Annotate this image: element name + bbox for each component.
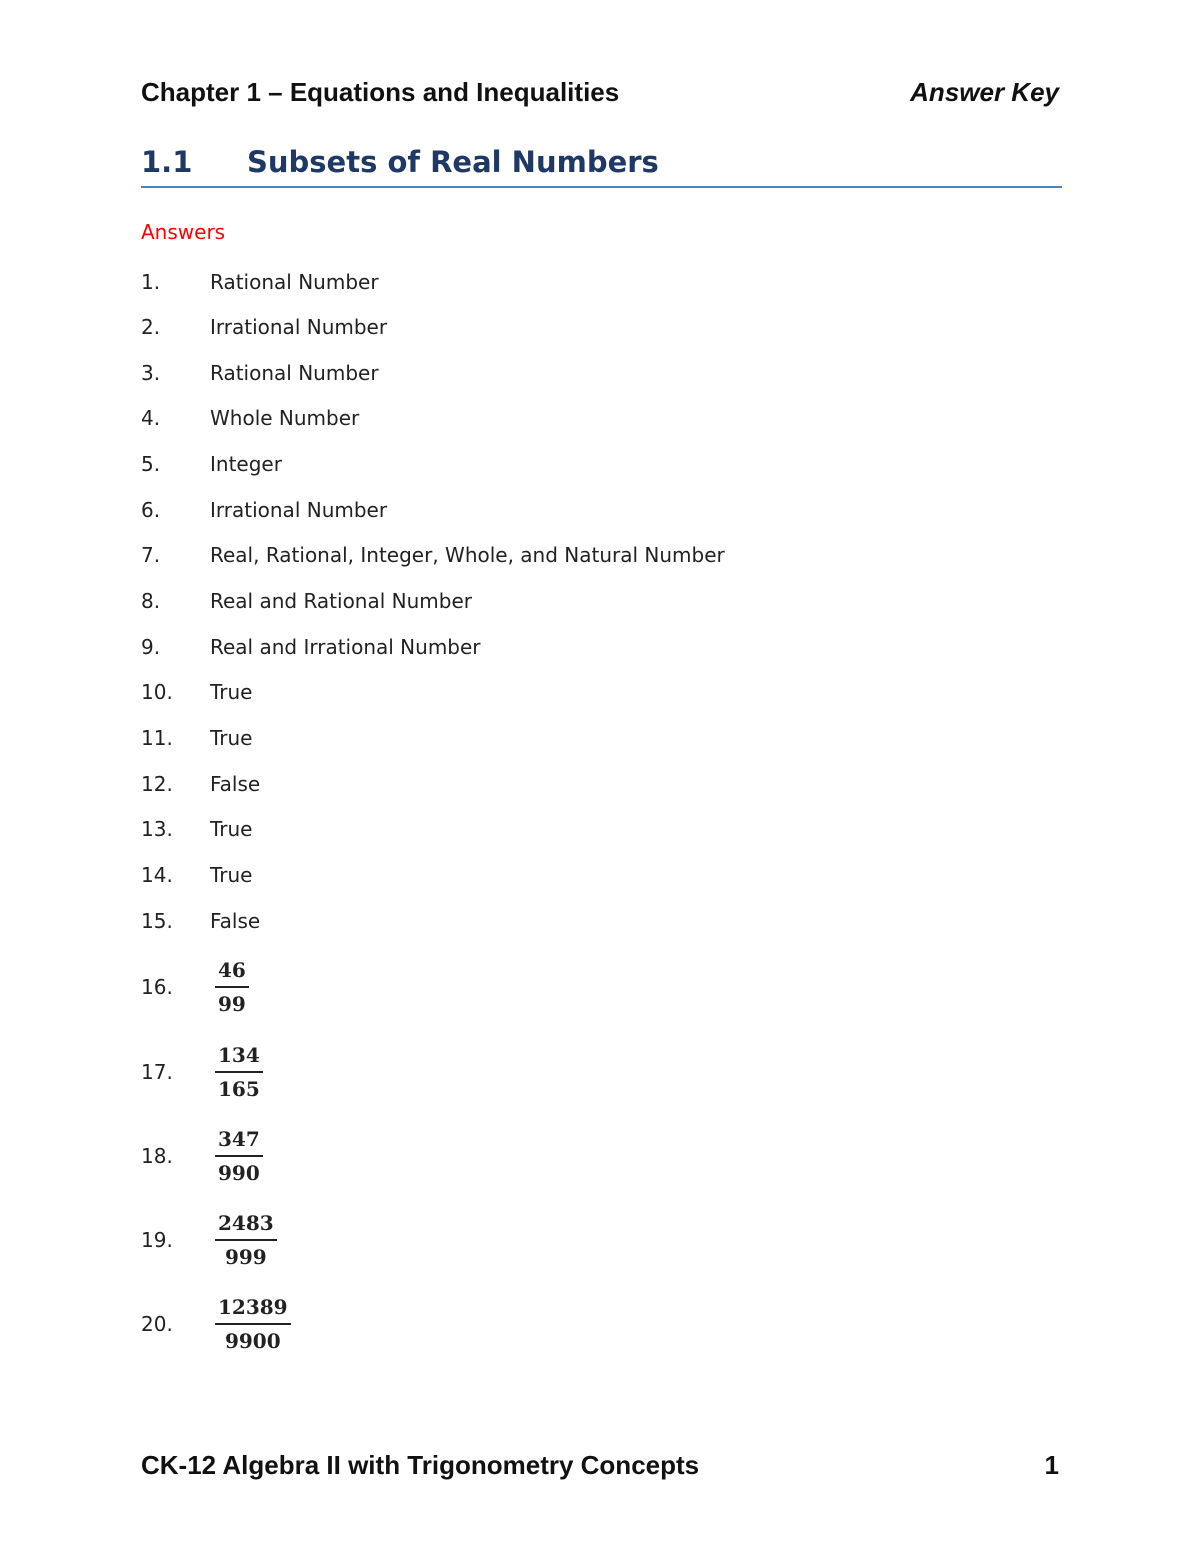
fraction-numerator: 134 xyxy=(215,1041,263,1073)
list-item xyxy=(141,956,249,1018)
fraction-numerator: 2483 xyxy=(215,1209,277,1241)
item-number: 2. xyxy=(141,315,161,339)
list-item xyxy=(141,1293,291,1355)
item-number: 9. xyxy=(141,635,161,659)
section-number: 1.1 xyxy=(141,145,193,179)
list-item xyxy=(141,401,359,435)
item-number: 15. xyxy=(141,909,173,933)
list-item xyxy=(141,767,260,801)
item-number: 11. xyxy=(141,726,173,750)
item-number: 6. xyxy=(141,498,161,522)
list-item xyxy=(141,493,387,527)
answer-key-label: Answer Key xyxy=(910,76,1059,107)
list-item xyxy=(141,356,379,390)
item-number: 3. xyxy=(141,361,161,385)
fraction xyxy=(215,956,249,1018)
answers-label: Answers xyxy=(141,220,226,244)
item-answer: Whole Number xyxy=(210,406,360,430)
item-number: 14. xyxy=(141,863,173,887)
fraction-numerator: 12389 xyxy=(215,1293,291,1325)
list-item xyxy=(141,630,481,664)
item-number: 10. xyxy=(141,680,173,704)
item-number: 17. xyxy=(141,1060,173,1084)
item-number: 5. xyxy=(141,452,161,476)
fraction-numerator: 46 xyxy=(215,956,249,988)
list-item xyxy=(141,904,260,938)
list-item xyxy=(141,858,252,892)
item-number: 4. xyxy=(141,406,161,430)
fraction-denominator: 165 xyxy=(218,1077,260,1101)
fraction xyxy=(215,1125,263,1187)
item-answer: Real and Rational Number xyxy=(210,589,472,613)
list-item xyxy=(141,675,252,709)
item-number: 16. xyxy=(141,975,173,999)
section-heading xyxy=(141,138,1062,188)
item-answer: False xyxy=(210,909,261,933)
item-answer: Real, Rational, Integer, Whole, and Natural Number xyxy=(210,543,725,567)
fraction-denominator: 9900 xyxy=(224,1329,281,1353)
list-item xyxy=(141,1041,263,1103)
item-answer: True xyxy=(210,680,253,704)
item-answer: Real and Irrational Number xyxy=(210,635,481,659)
fraction-numerator: 347 xyxy=(215,1125,263,1157)
fraction-denominator: 99 xyxy=(218,992,246,1016)
list-item xyxy=(141,1209,277,1271)
item-answer: Rational Number xyxy=(210,361,379,385)
page-footer xyxy=(141,1445,1059,1485)
fraction-denominator: 990 xyxy=(218,1161,260,1185)
fraction xyxy=(215,1209,277,1271)
item-answer: Integer xyxy=(210,452,282,476)
item-number: 20. xyxy=(141,1312,173,1336)
list-item xyxy=(141,584,472,618)
fraction xyxy=(215,1041,263,1103)
fraction-denominator: 999 xyxy=(224,1245,267,1269)
list-item xyxy=(141,265,379,299)
list-item xyxy=(141,812,252,846)
item-number: 8. xyxy=(141,589,161,613)
list-item xyxy=(141,447,282,481)
item-answer: True xyxy=(210,726,253,750)
page-header xyxy=(141,72,1059,112)
page-number: 1 xyxy=(1044,1449,1059,1480)
book-title: CK-12 Algebra II with Trigonometry Concepts xyxy=(141,1449,700,1480)
item-answer: True xyxy=(210,863,253,887)
chapter-title: Chapter 1 – Equations and Inequalities xyxy=(141,76,620,107)
item-number: 18. xyxy=(141,1144,173,1168)
item-answer: Irrational Number xyxy=(210,315,388,339)
list-item xyxy=(141,538,725,572)
item-number: 1. xyxy=(141,270,161,294)
item-number: 19. xyxy=(141,1228,173,1252)
list-item xyxy=(141,1125,263,1187)
item-number: 7. xyxy=(141,543,161,567)
item-number: 13. xyxy=(141,817,173,841)
item-answer: Rational Number xyxy=(210,270,379,294)
item-answer: False xyxy=(210,772,261,796)
list-item xyxy=(141,721,252,755)
item-answer: Irrational Number xyxy=(210,498,388,522)
item-answer: True xyxy=(210,817,253,841)
section-title: Subsets of Real Numbers xyxy=(247,145,659,179)
fraction xyxy=(215,1293,291,1355)
list-item xyxy=(141,310,387,344)
item-number: 12. xyxy=(141,772,173,796)
